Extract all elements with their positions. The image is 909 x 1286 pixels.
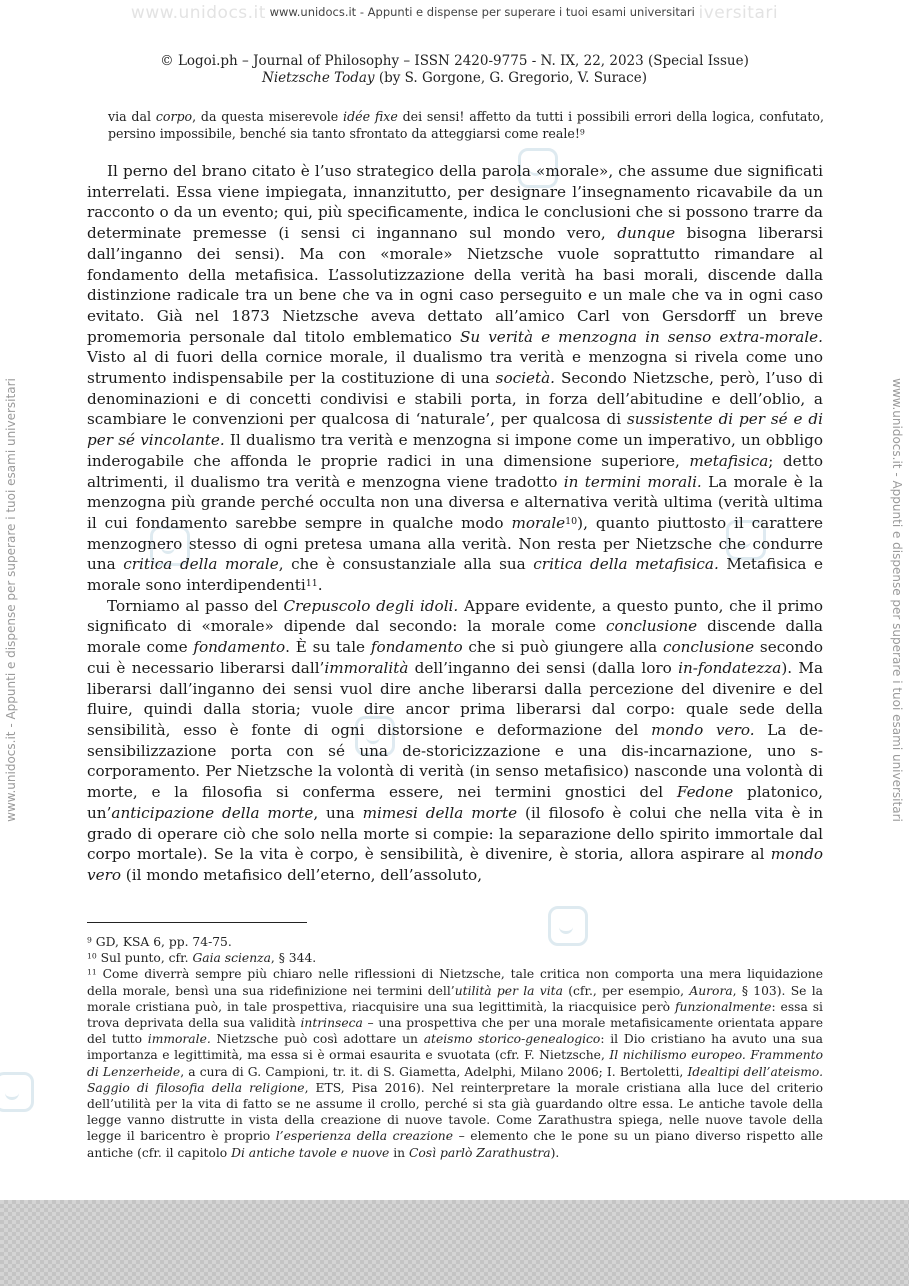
main-text (87, 161, 823, 886)
watermark-logo-icon (0, 1072, 34, 1112)
issue-editors: (by S. Gorgone, G. Gregorio, V. Surace) (374, 70, 647, 86)
paragraph-1: Il perno del brano citato è l’uso strategico della parola «morale», che assume due significati interrelati. Essa viene impiegata, innanzitutto, per designare l’insegnamento ricavabile da un racconto o da un evento; qui, più specificamente, indica le conclusioni che si possono trarre da determinate premesse (i sensi ci ingannano sul mondo vero, dunque bisogna liberarsi dall’inganno dei sensi). Ma con «morale» Nietzsche vuole soprattutto rimandare al fondamento della metafisica. L’assolutizzazione della verità ha basi morali, discende dalla distinzione radicale tra un bene che va in ogni caso perseguito e un male che va in ogni caso evitato. Già nel 1873 Nietzsche aveva dettato all’amico Carl von Gersdorff un breve promemoria personale dal titolo emblematico Su verità e menzogna in senso extra-morale. Visto al di fuori della cornice morale, il dualismo tra verità e menzogna si rivela come uno strumento indispensabile per la costituzione di una società. Secondo Nietzsche, però, l’uso di denominazioni e di concetti condivisi e stabili porta, in forza dell’abitudine e dell’oblio, a scambiare le convenzioni per qualcosa di ‘naturale’, per qualcosa di sussistente di per sé e di per sé vincolante. Il dualismo tra verità e menzogna si impone come un imperativo, un obbligo inderogabile che affonda le proprie radici in una dimensione superiore, metafisica; detto altrimenti, il dualismo tra verità e menzogna viene tradotto in termini morali. La morale è la menzogna più grande perché occulta non una diversa e alternativa verità ultima (verità ultima il cui fondamento sarebbe sempre in qualche modo morale$^{10}$), quanto piuttosto il carattere menzognero stesso di ogni pretesa umana alla verità. Non resta per Nietzsche che condurre una critica della morale, che è consustanziale alla sua critica della metafisica. Metafisica e morale sono interdipendenti$^{11}$. (87, 162, 824, 595)
footnote-divider (87, 922, 307, 923)
right-watermark-text: www.unidocs.it - Appunti e dispense per superare i tuoi esami universitari (890, 378, 904, 822)
left-watermark (0, 0, 22, 1200)
footnote-ref-9[interactable]: 9 (579, 127, 585, 137)
paragraph-2: Torniamo al passo del Crepuscolo degli idoli. Appare evidente, a questo punto, che il primo significato di «morale» dipende dal secondo: la morale come conclusione discende dalla morale come fondamento. È su tale fondamento che si può giungere alla conclusione secondo cui è necessario liberarsi dall’immoralità dell’inganno dei sensi (dalla loro in-fondatezza). Ma liberarsi dall’inganno dei sensi vuol dire anche liberarsi dalla percezione del divenire e del fluire, quindi dalla storia; vuole dire ancor prima liberarsi dal corpo: quale sede della sensibilità, esso è fonte di ogni distorsione e deformazione del mondo vero. La de-sensibilizzazione porta con sé una de-storicizzazione e una dis-incarnazione, uno s-corporamento. Per Nietzsche la volontà di verità (in senso metafisico) nasconde una volontà di morte, e la filosofia si conferma essere, nei termini gnostici del Fedone platonico, un’anticipazione della morte, una mimesi della morte (il filosofo è colui che nella vita è in grado di operare ciò che solo nella morte si compie: la separazione dello spirito immortale dal corpo mortale). Se la vita è corpo, è sensibilità, è divenire, è storia, allora aspirare al mondo vero (il mondo metafisico dell’eterno, dell’assoluto, (87, 596, 823, 884)
journal-header (0, 53, 909, 87)
issue-title: Nietzsche Today (262, 70, 375, 86)
top-watermark-ghost-right: iversitari (698, 3, 779, 23)
journal-header-line2 (0, 70, 909, 87)
footnote-ref-11[interactable]: 11 (305, 577, 318, 589)
footnotes (87, 934, 823, 1196)
footnote-9: $^9$ GD, KSA 6, pp. 74-75. (87, 935, 232, 949)
footnote-ref-10[interactable]: 10 (565, 515, 578, 527)
footnote-11: $^{11}$ Come diverrà sempre più chiaro nelle riflessioni di Nietzsche, tale critica non comporta una mera liquidazione della morale, bensì una sua ridefinizione nei termini dell’utilità per la vita (cfr., per esempio, Aurora, § 103). Se la morale cristiana può, in tale prospettiva, riacquisire una sua legittimità, la riacquisice però funzionalmente: essa si trova deprivata della sua validità intrinseca – una prospettiva che per una morale metafisicamente orientata appare del tutto immorale. Nietzsche può così adottare un ateismo storico-genealogico: il Dio cristiano ha avuto una sua importanza e legittimità, ma essa si è ormai esaurita e svuotata (cfr. F. Nietzsche, Il nichilismo europeo. Frammento di Lenzerheide, a cura di G. Campioni, tr. it. di S. Giametta, Adelphi, Milano 2006; I. Bertoletti, Idealtipi dell’ateismo. Saggio di filosofia della religione, ETS, Pisa 2016). Nel reinterpretare la morale cristiana alla luce del criterio dell’utilità per la vita di fatto se ne assume il crollo, perché si sta già guardando oltre essa. Le antiche tavole della legge vanno distrutte in vista della creazione di nuove tavole. Come Zarathustra spiega, nelle nuove tavole della legge il baricentro è proprio l’esperienza della creazione – elemento che le pone su un piano diverso rispetto alle antiche (cfr. il capitolo Di antiche tavole e nuove in Così parlò Zarathustra). (87, 967, 823, 1160)
top-watermark (0, 3, 909, 23)
journal-header-line1: © Logoi.ph – Journal of Philosophy – ISSN 2420-9775 - N. IX, 22, 2023 (Special Issue) (160, 53, 749, 69)
top-watermark-text[interactable]: www.unidocs.it - Appunti e dispense per superare i tuoi esami universitari (269, 5, 695, 19)
footnote-10: $^{10}$ Sul punto, cfr. Gaia scienza, § 344. (87, 951, 317, 966)
top-watermark-ghost-left: www.unidocs.it (130, 3, 266, 23)
right-watermark (886, 0, 908, 1200)
block-quote: via dal corpo, da questa miserevole idée fixe dei sensi! affetto da tutti i possibili errori della logica, confutato, persino impossibile, benché sia tanto sfrontato da atteggiarsi come reale!$^9$ (108, 109, 824, 141)
left-watermark-text: www.unidocs.it - Appunti e dispense per superare i tuoi esami universitari (4, 378, 18, 822)
preview-cutoff-pattern (0, 1200, 909, 1286)
